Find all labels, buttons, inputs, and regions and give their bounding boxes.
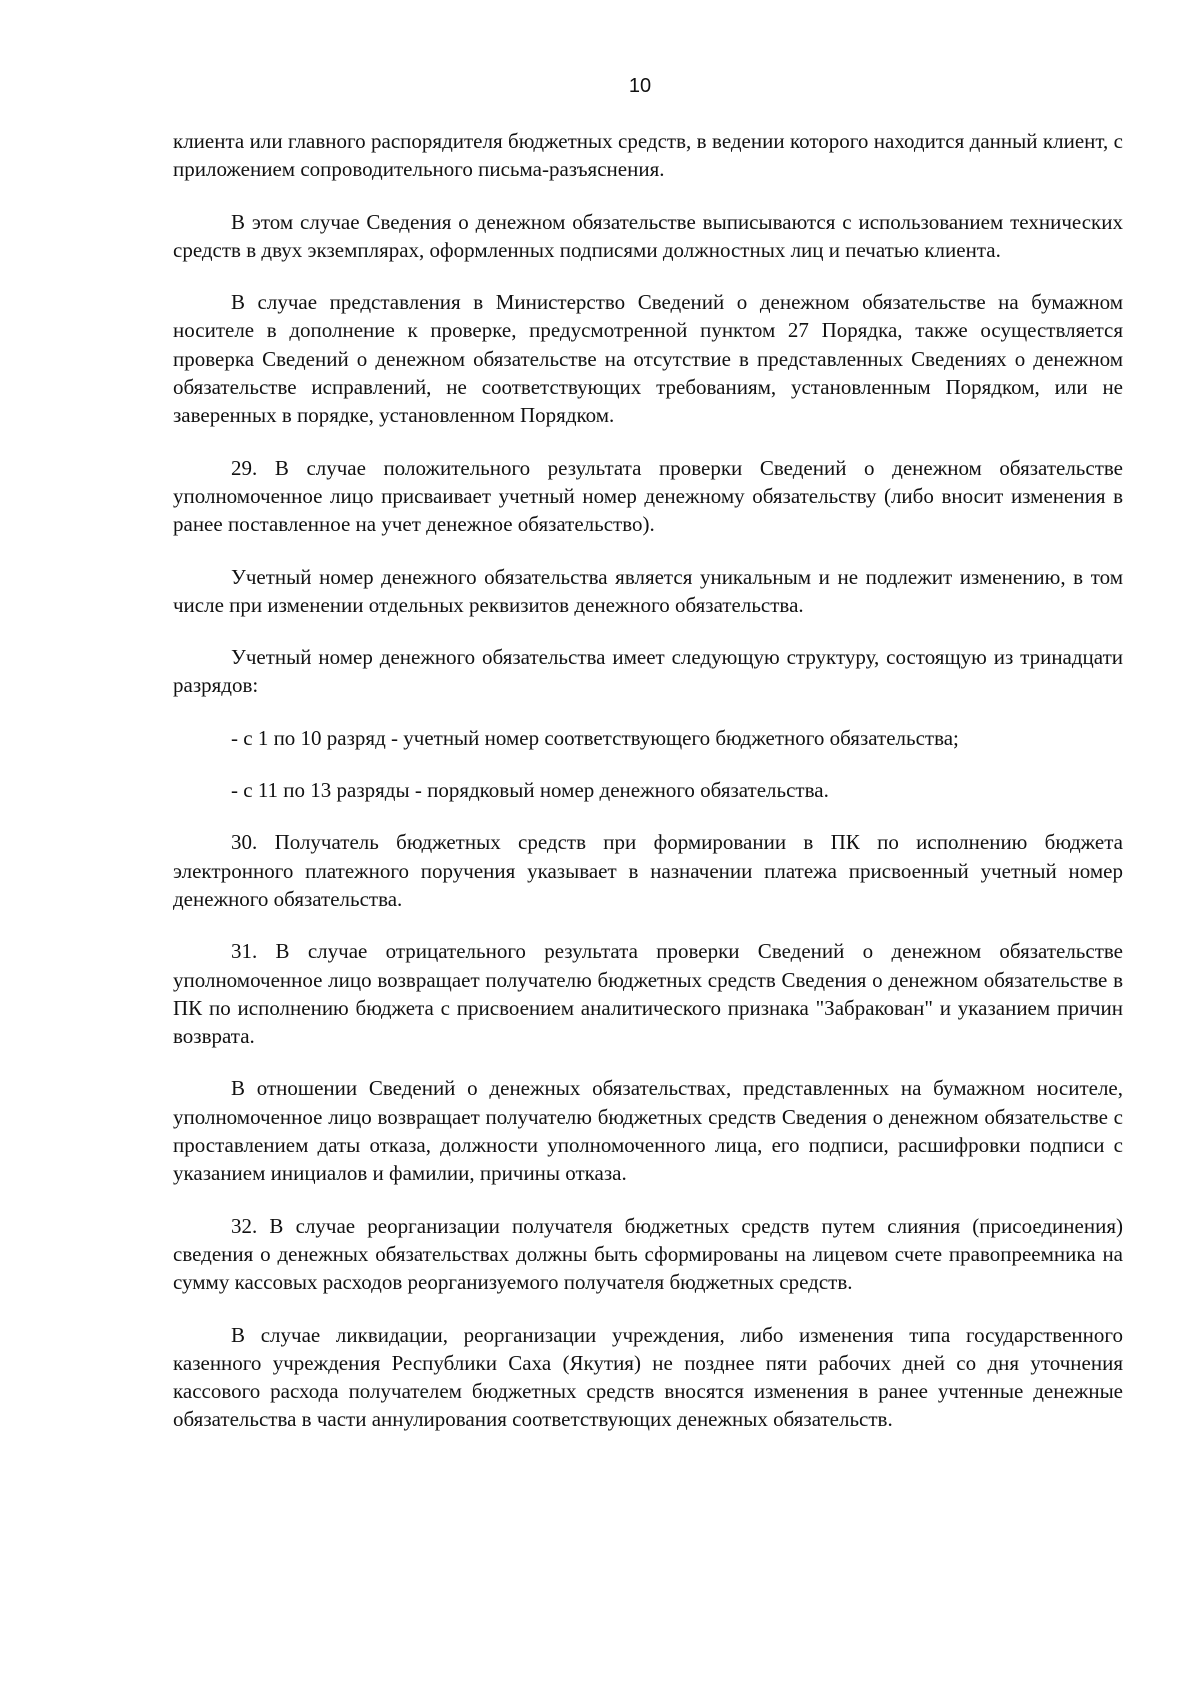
paragraph-paper-rejection: В отношении Сведений о денежных обязательствах, представленных на бумажном носителе, уполномоченное лицо возвращает получателю бюджетных средств Сведения о денежном обязательстве с проставлением даты отказа, должности уполномоченного лица, его подписи, расшифровки подписи с указанием инициалов и фамилии, причины отказа. xyxy=(173,1076,1123,1186)
paragraph-unique-number: Учетный номер денежного обязательства является уникальным и не подлежит изменению, в том числе при изменении отдельных реквизитов денежного обязательства. xyxy=(173,564,1123,617)
list-item-digits-11-13: - с 11 по 13 разряды - порядковый номер денежного обязательства. xyxy=(231,778,829,803)
paragraph-item-30: 30. Получатель бюджетных средств при формировании в ПК по исполнению бюджета электронного платежного поручения указывает в назначении платежа присвоенный учетный номер денежного обязательства. xyxy=(173,830,1123,911)
document-body xyxy=(173,127,1123,1458)
paragraph-item-29: 29. В случае положительного результата проверки Сведений о денежном обязательстве уполномоченное лицо присваивает учетный номер денежному обязательству (либо вносит изменения в ранее поставленное на учет денежное обязательство). xyxy=(173,455,1123,537)
paragraph-copies: В этом случае Сведения о денежном обязательстве выписываются с использованием технических средств в двух экземплярах, оформленных подписями должностных лиц и печатью клиента. xyxy=(173,209,1123,262)
paragraph-item-31: 31. В случае отрицательного результата проверки Сведений о денежном обязательстве уполномоченное лицо возвращает получателю бюджетных средств Сведения о денежном обязательстве в ПК по исполнению бюджета с присвоением аналитического признака "Забракован" и указанием причин возврата. xyxy=(173,939,1123,1049)
paragraph-item-32: 32. В случае реорганизации получателя бюджетных средств путем слияния (присоединения) сведения о денежных обязательствах должны быть сформированы на лицевом счете правопреемника на сумму кассовых расходов реорганизуемого получателя бюджетных средств. xyxy=(173,1213,1123,1295)
paragraph-liquidation: В случае ликвидации, реорганизации учреждения, либо изменения типа государственного казенного учреждения Республики Саха (Якутия) не позднее пяти рабочих дней со дня уточнения кассового расхода получателем бюджетных средств вносятся изменения в ранее учтенные денежные обязательства в части аннулирования соответствующих денежных обязательств. xyxy=(173,1322,1123,1432)
paragraph-number-structure: Учетный номер денежного обязательства имеет следующую структуру, состоящую из тринадцати разрядов: xyxy=(173,645,1123,698)
list-item-digits-1-10: - с 1 по 10 разряд - учетный номер соответствующего бюджетного обязательства; xyxy=(231,725,959,750)
paragraph-continuation: клиента или главного распорядителя бюджетных средств, в ведении которого находится данный клиент, с приложением сопроводительного письма-разъяснения. xyxy=(173,129,1123,182)
page-number: 10 xyxy=(628,75,652,97)
paragraph-paper-check: В случае представления в Министерство Сведений о денежном обязательстве на бумажном носителе в дополнение к проверке, предусмотренной пунктом 27 Порядка, также осуществляется проверка Сведений о денежном обязательстве на отсутствие в представленных Сведениях о денежном обязательстве исправлений, не соответствующих требованиям, установленным Порядком, или не заверенных в порядке, установленном Порядком. xyxy=(173,290,1123,428)
